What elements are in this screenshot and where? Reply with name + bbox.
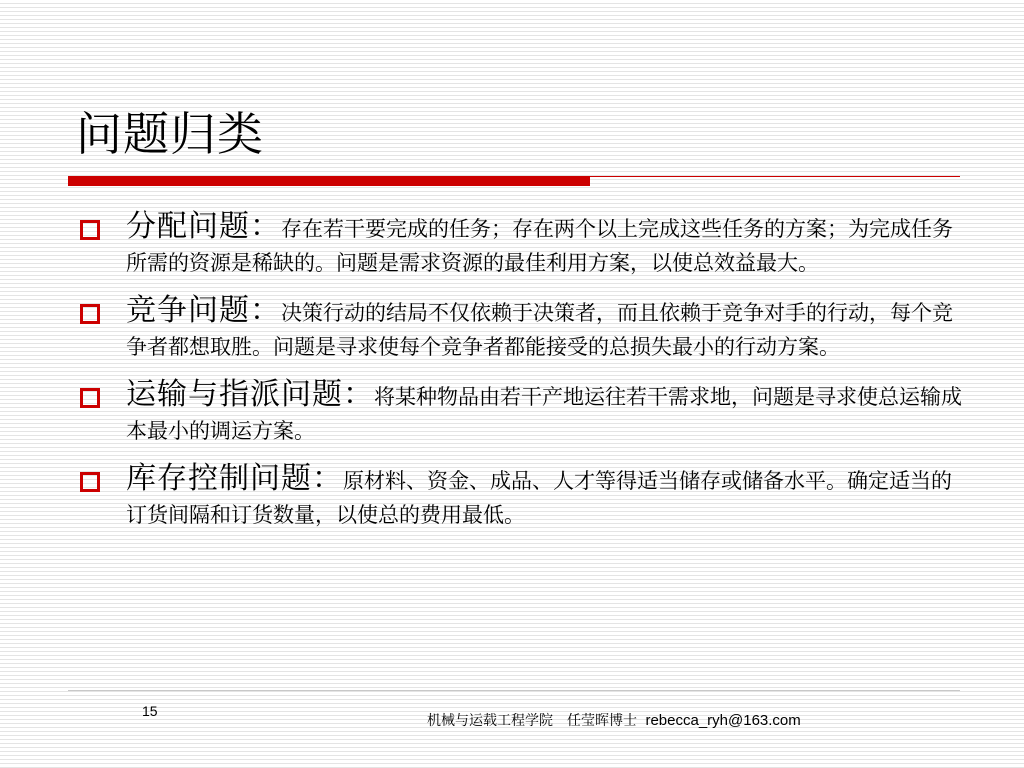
bullet-heading: 分配问题： <box>126 209 281 244</box>
hollow-square-icon <box>80 304 100 324</box>
bullet-body: 将某种物品由若干产地运往若干需求地，问题是寻求使总运输成本最小的调运方案。 <box>126 385 962 443</box>
bullet-heading: 库存控制问题： <box>126 461 343 496</box>
footer-divider <box>68 690 960 691</box>
page-number: 15 <box>142 703 158 719</box>
footer-credit <box>427 710 801 730</box>
footer-author: 机械与运载工程学院 任莹晖博士 <box>427 713 637 729</box>
hollow-square-icon <box>80 388 100 408</box>
hollow-square-icon <box>80 220 100 240</box>
bullet-heading: 运输与指派问题： <box>126 377 374 412</box>
slide-title: 问题归类 <box>76 107 264 161</box>
bullet-paragraph <box>126 378 968 448</box>
bullet-body: 决策行动的结局不仅依赖于决策者，而且依赖于竞争对手的行动，每个竞争者都想取胜。问题是寻求使每个竞争者都能接受的总损失最小的行动方案。 <box>126 301 953 359</box>
title-underline-thin <box>590 176 960 177</box>
bullet-body: 存在若干要完成的任务；存在两个以上完成这些任务的方案；为完成任务所需的资源是稀缺的。问题是需求资源的最佳利用方案，以使总效益最大。 <box>126 217 953 275</box>
bullet-item-competition <box>78 294 968 364</box>
bullet-paragraph <box>126 294 968 364</box>
bullet-item-transport <box>78 378 968 448</box>
footer-email: rebecca_ryh@163.com <box>645 712 801 729</box>
bullet-paragraph <box>126 462 968 532</box>
title-underline-thick <box>68 176 590 186</box>
bullet-heading: 竞争问题： <box>126 293 281 328</box>
hollow-square-icon <box>80 472 100 492</box>
bullet-item-allocation <box>78 210 968 280</box>
bullet-paragraph <box>126 210 968 280</box>
bullet-item-inventory <box>78 462 968 532</box>
bullet-list <box>78 210 968 546</box>
bullet-body: 原材料、资金、成品、人才等得适当储存或储备水平。确定适当的订货间隔和订货数量，以使总的费用最低。 <box>126 469 952 527</box>
